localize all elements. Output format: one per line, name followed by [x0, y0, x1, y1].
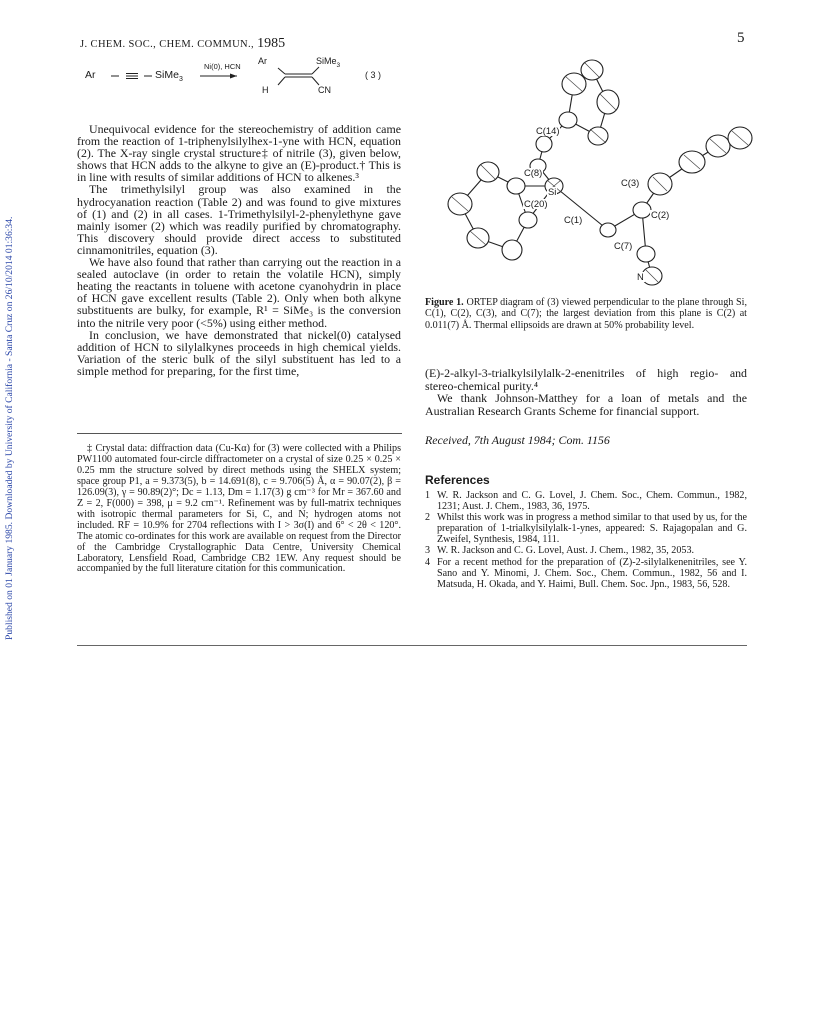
ortep-drawing	[430, 54, 775, 294]
download-stamp	[4, 160, 16, 640]
figure-caption	[425, 297, 747, 331]
footnote-divider	[77, 433, 402, 434]
scheme-product-sime3: SiMe$_3$	[316, 56, 341, 69]
journal-year: 1985	[257, 36, 286, 51]
atom-label-si: Si	[548, 186, 557, 197]
paragraph: (E)-2-alkyl-3-trialkylsilylalk-2-enenitriles of high regio- and stereo-chemical purity.⁴	[425, 366, 747, 393]
references-list	[425, 490, 747, 590]
scheme-reactant-ar: Ar	[85, 69, 96, 81]
atom-label-c1: C(1)	[564, 214, 583, 225]
reference-item: 2 Whilst this work was in progress a method similar to that used by us, for the preparation of 1-trialkylsilylalk-1-ynes, appeared: S. Rajagopalan and G. Zweifel, Synthesis, 1984, 111.	[425, 512, 747, 546]
right-column-text	[425, 367, 747, 418]
scheme-product-cn: CN	[318, 85, 331, 95]
paragraph: We have also found that rather than carrying out the reaction in a sealed autoclave (in order to retain the volatile HCN), simply heating the reactants in toluene with acetone cyanohydrin in place of HCN gave excellent results (Table 2). Only when both alkyne substituents are bulky, for example, R¹ = SiMe₃ is the conversion into the nitrile very poor (<5%) using either method.	[77, 255, 401, 330]
journal-name: J. CHEM. SOC., CHEM. COMMUN.,	[80, 39, 255, 50]
atom-label-c8: C(8)	[524, 167, 543, 178]
atom-label-c2: C(2)	[651, 209, 670, 220]
page-number: 5	[737, 30, 745, 46]
received-date: Received, 7th August 1984; Com. 1156	[425, 433, 610, 447]
reference-item: 4 For a recent method for the preparation of (Z)-2-silylalkenenitriles, see Y. Sano and Y. Minomi, J. Chem. Soc., Chem. Commun., 1982, 56 and I. Matsuda, H. Okada, and Y. Haimi, Bull. Chem. Soc. Jpn., 1983, 56, 528.	[425, 556, 747, 590]
atom-label-c3: C(3)	[621, 177, 640, 188]
crystal-data-footnote	[77, 444, 401, 575]
scheme-reagent: Ni(0), HCN	[204, 62, 241, 71]
caption-label: Figure 1.	[425, 297, 464, 308]
scheme-product-h: H	[262, 85, 269, 95]
atom-label-c14: C(14)	[536, 125, 560, 136]
ortep-figure	[430, 54, 775, 294]
left-column-text	[77, 123, 401, 377]
footnote-text: ‡ Crystal data: diffraction data (Cu-Kα) for (3) were collected with a Philips PW1100 automated four-circle diffractometer on a crystal of size 0.25 × 0.25 × 0.25 mm the structure solved by direct methods using the SHELX system; space group P1, a = 9.373(5), b = 14.691(8), c = 9.706(5) Å, α = 90.07(2), β = 126.09(3), γ = 90.89(2)°; Dc = 1.13, Dm = 1.17(3) g cm⁻³ for Mr = 367.60 and Z = 2, F(000) = 398, μ = 9.2 cm⁻¹. Refinement was by full-matrix techniques with isotropic thermal parameters for Si, C, and N; hydrogen atoms not included. RF = 10.9% for 2704 reflections with I > 3σ(I) and 6° < 2θ < 120°. The atomic co-ordinates for this work are available on request from the Director of the Cambridge Crystallographic Data Centre, University Chemical Laboratory, Lensfield Road, Cambridge CB2 1EW. Any request should be accompanied by the full literature citation for this communication.	[77, 443, 401, 575]
acknowledgement: We thank Johnson-Matthey for a loan of metals and the Australian Research Grants Scheme for financial support.	[425, 391, 747, 419]
atom-label-n: N	[637, 271, 644, 282]
page-bottom-rule	[77, 645, 747, 646]
atom-label-c20: C(20)	[524, 198, 548, 209]
reference-item: 3 W. R. Jackson and C. G. Lovel, Aust. J. Chem., 1982, 35, 2053.	[425, 545, 695, 557]
download-stamp-text: Published on 01 January 1985. Downloaded by University of California - Santa Cruz on 26/10/2014 01:36:34.	[4, 216, 15, 640]
caption-text: ORTEP diagram of (3) viewed perpendicular to the plane through Si, C(1), C(2), C(3), and C(7); the largest deviation from this plane is C(2) at 0.011(7) Å. Thermal ellipsoids are drawn at 50% probability level.	[425, 297, 747, 331]
scheme-bonds	[82, 54, 402, 104]
atom-label-c7: C(7)	[614, 240, 633, 251]
running-header	[80, 36, 285, 52]
paragraph: In conclusion, we have demonstrated that nickel(0) catalysed addition of HCN to silylalkynes proceeds in high chemical yields. Variation of the steric bulk of the silyl substituent has led to a simple method for preparing, for the first time,	[77, 327, 401, 378]
references-heading: References	[425, 473, 490, 487]
reference-item: 1 W. R. Jackson and C. G. Lovel, J. Chem. Soc., Chem. Commun., 1982, 1231; Aust. J. Chem., 1983, 36, 1975.	[425, 490, 747, 513]
scheme-product-ar: Ar	[258, 56, 267, 66]
paragraph: The trimethylsilyl group was also examined in the hydrocyanation reaction (Table 2) and was found to give mixtures of (1) and (2) in all cases. 1-Trimethylsilyl-2-phenylethyne gave mainly isomer (2) which was readily purified by chromatography. This discovery should provide direct access to substituted cinnamonitriles, equation (3).	[77, 182, 401, 257]
reaction-scheme	[82, 54, 402, 104]
scheme-compound-label: ( 3 )	[365, 70, 382, 80]
scheme-reactant-silyl: SiMe$_3$	[155, 69, 183, 84]
paragraph: Unequivocal evidence for the stereochemistry of addition came from the reaction of 1-triphenylsilylhex-1-yne with HCN, equation (2). The X-ray single crystal structure‡ of nitrile (3), given below, shows that HCN adds to the alkyne to give an (E)-product.† This is in line with results of similar additions of HCN to alkenes.³	[77, 122, 401, 185]
